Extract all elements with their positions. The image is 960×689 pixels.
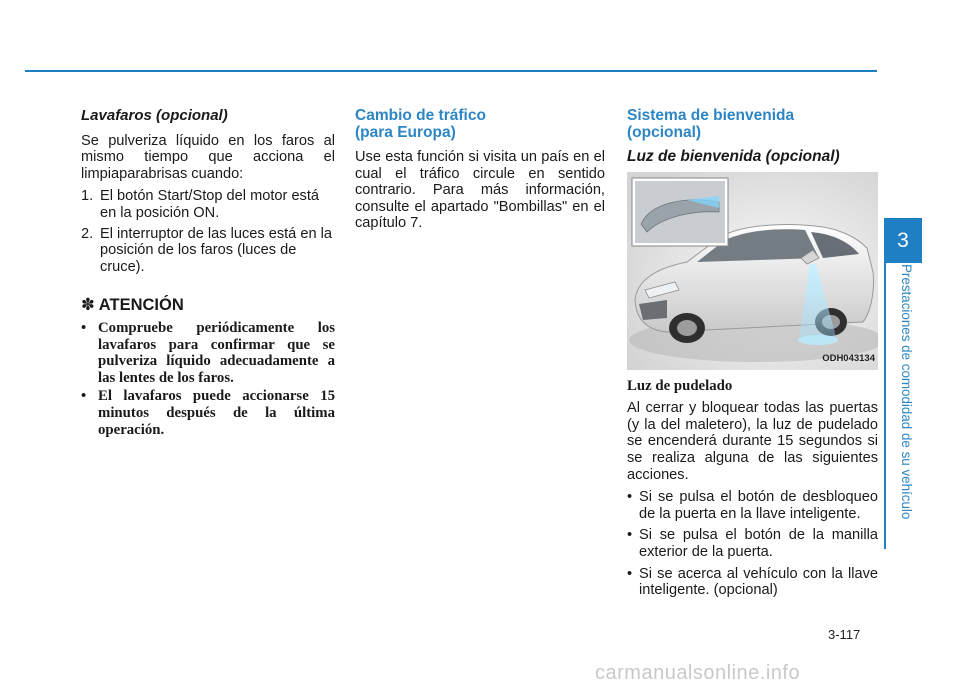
column-lavafaros [81, 108, 335, 440]
subheading-luz-pudelado: Luz de pudelado [627, 377, 733, 394]
list-item: • Si se pulsa el botón de la manilla exterior de la puerta. [627, 527, 878, 560]
top-rule [25, 70, 877, 72]
bullet-icon: • [81, 319, 87, 336]
chapter-rule [884, 263, 886, 549]
pudelado-conditions [627, 489, 878, 599]
bullet-icon: • [627, 527, 633, 544]
column-bienvenida [627, 108, 878, 604]
figure-code: ODH043134 [822, 353, 875, 364]
caution-item: • El lavafaros puede accionarse 15 minutos después de la última operación. [81, 388, 335, 438]
subheading-luz-bienvenida: Luz de bienvenida (opcional) [627, 148, 840, 165]
bullet-icon: • [627, 489, 633, 506]
lavafaros-steps [81, 188, 335, 275]
page-number: 3-117 [828, 627, 861, 642]
step-item: 1. El botón Start/Stop del motor está en la posición ON. [81, 188, 320, 221]
watermark: carmanualsonline.info [595, 662, 801, 684]
section-heading-bienvenida: Sistema de bienvenida (opcional) [627, 107, 795, 141]
bullet-icon: • [627, 565, 633, 582]
bullet-icon: • [81, 388, 87, 405]
list-item: • Si se pulsa el botón de desbloqueo de la puerta en la llave inteligente. [627, 489, 878, 522]
section-heading-lavafaros: Lavafaros (opcional) [81, 107, 228, 124]
car-illustration [627, 172, 878, 370]
caution-list [81, 320, 335, 438]
caution-heading: ✽ ATENCIÓN [81, 296, 184, 315]
list-item: • Si se acerca al vehículo con la llave inteligente. (opcional) [627, 565, 878, 599]
column-cambio-trafico [355, 108, 605, 238]
caution-item: • Compruebe periódicamente los lavafaros para confirmar que se pulveriza líquido adecuadamente a las lentes de los faros. [81, 319, 335, 386]
section-heading-cambio-trafico: Cambio de tráfico (para Europa) [355, 107, 486, 141]
lavafaros-intro: Se pulveriza líquido en los faros al mismo tiempo que acciona el limpiaparabrisas cuando: [81, 132, 335, 182]
pudelado-body: Al cerrar y bloquear todas las puertas (y la del maletero), la luz de pudelado se encenderá durante 15 segundos si se realiza alguna de las siguientes acciones. [627, 400, 878, 483]
chapter-tab: 3 [884, 218, 922, 263]
chapter-title: Prestaciones de comodidad de su vehículo [899, 264, 914, 520]
car-puddle-light-figure [627, 172, 878, 370]
cambio-trafico-body: Use esta función si visita un país en el cual el tráfico circule en sentido contrario. Para más información, consulte el apartado "Bombillas" en el capítulo 7. [355, 149, 605, 232]
step-item: 2. El interruptor de las luces está en la posición de los faros (luces de cruce). [81, 225, 333, 275]
